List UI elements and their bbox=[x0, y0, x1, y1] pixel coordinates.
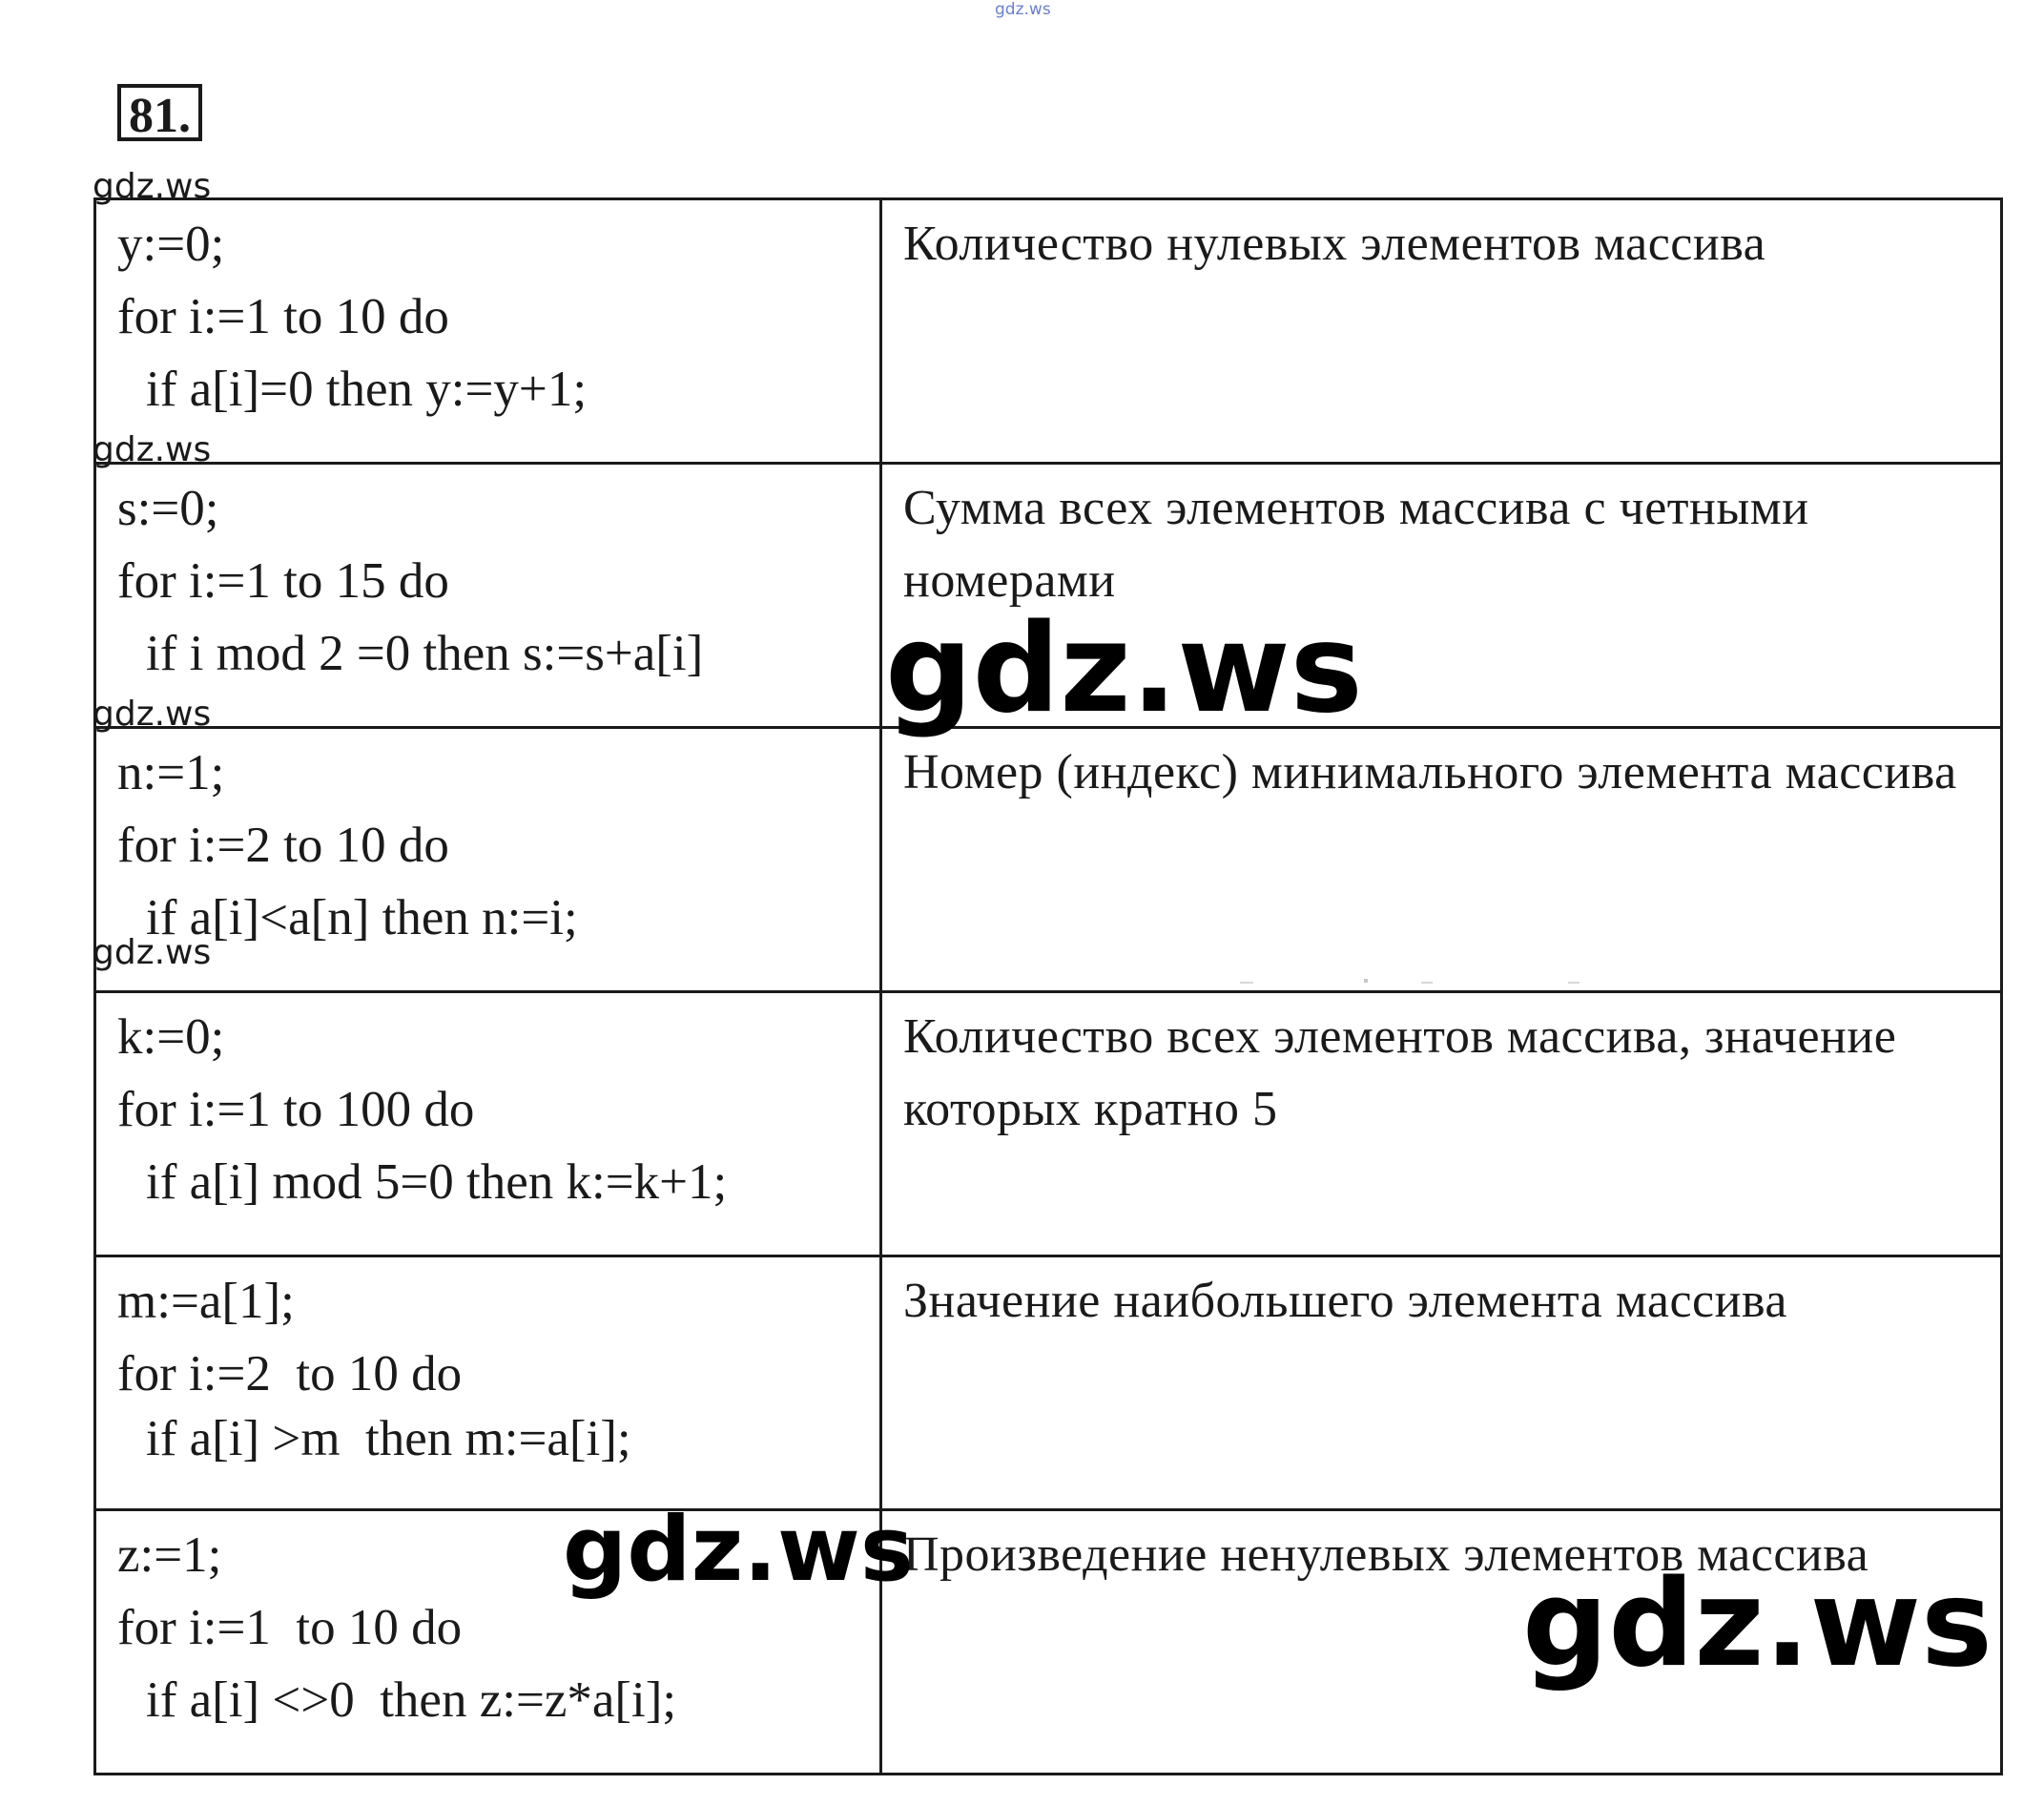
table-row bbox=[95, 1256, 2002, 1510]
description-cell bbox=[881, 199, 2002, 464]
table-row bbox=[95, 199, 2002, 464]
code-line: for i:=1 to 10 do bbox=[117, 1600, 463, 1655]
code-cell bbox=[95, 1256, 881, 1510]
code-line: for i:=1 to 100 do bbox=[117, 1082, 475, 1137]
description-text: Произведение ненулевых элементов массива bbox=[903, 1527, 1869, 1582]
description-text: Сумма всех элементов массива с четными номерами bbox=[903, 481, 1809, 608]
table-row bbox=[95, 992, 2002, 1256]
big-watermark: gdz.ws bbox=[1522, 1553, 1992, 1693]
description-cell bbox=[881, 992, 2002, 1256]
answer-table bbox=[93, 197, 2003, 1775]
row-watermark: gdz.ws bbox=[93, 167, 212, 206]
code-line: if a[i] >m then m:=a[i]; bbox=[146, 1411, 631, 1466]
description-text: Количество всех элементов массива, значение которых кратно 5 bbox=[903, 1009, 1897, 1136]
code-line: for i:=1 to 10 do bbox=[117, 289, 449, 344]
code-line: if i mod 2 =0 then s:=s+a[i] bbox=[146, 626, 704, 681]
code-line: y:=0; bbox=[117, 217, 225, 272]
code-line: if a[i] mod 5=0 then k:=k+1; bbox=[146, 1154, 728, 1210]
code-line: if a[i] <>0 then z:=z*a[i]; bbox=[146, 1672, 677, 1728]
code-line: m:=a[1]; bbox=[117, 1274, 295, 1329]
row-watermark: gdz.ws bbox=[93, 933, 212, 972]
code-line: for i:=2 to 10 do bbox=[117, 818, 449, 873]
big-watermark: gdz.ws bbox=[563, 1498, 914, 1602]
code-cell bbox=[95, 464, 881, 728]
code-cell bbox=[95, 992, 881, 1256]
code-line: z:=1; bbox=[117, 1527, 222, 1583]
code-line: if a[i]=0 then y:=y+1; bbox=[146, 362, 588, 417]
description-cell bbox=[881, 1256, 2002, 1510]
row-watermark: gdz.ws bbox=[93, 430, 212, 469]
top-watermark: gdz.ws bbox=[995, 0, 1051, 19]
code-line: for i:=2 to 10 do bbox=[117, 1346, 463, 1401]
description-cell bbox=[881, 728, 2002, 992]
faint-scan-marks bbox=[1240, 979, 1583, 988]
task-number: 81. bbox=[117, 84, 202, 141]
code-cell bbox=[95, 728, 881, 992]
row-watermark: gdz.ws bbox=[93, 695, 212, 734]
big-watermark: gdz.ws bbox=[885, 598, 1363, 740]
code-line: k:=0; bbox=[117, 1009, 225, 1065]
description-text: Номер (индекс) минимального элемента массива bbox=[903, 745, 1957, 799]
code-cell bbox=[95, 199, 881, 464]
description-text: Значение наибольшего элемента массива bbox=[903, 1274, 1787, 1328]
code-line: n:=1; bbox=[117, 745, 225, 800]
description-text: Количество нулевых элементов массива bbox=[903, 217, 1766, 271]
code-line: s:=0; bbox=[117, 481, 219, 536]
code-line: if a[i]<a[n] then n:=i; bbox=[146, 890, 578, 945]
code-line: for i:=1 to 15 do bbox=[117, 553, 449, 609]
table-row bbox=[95, 728, 2002, 992]
